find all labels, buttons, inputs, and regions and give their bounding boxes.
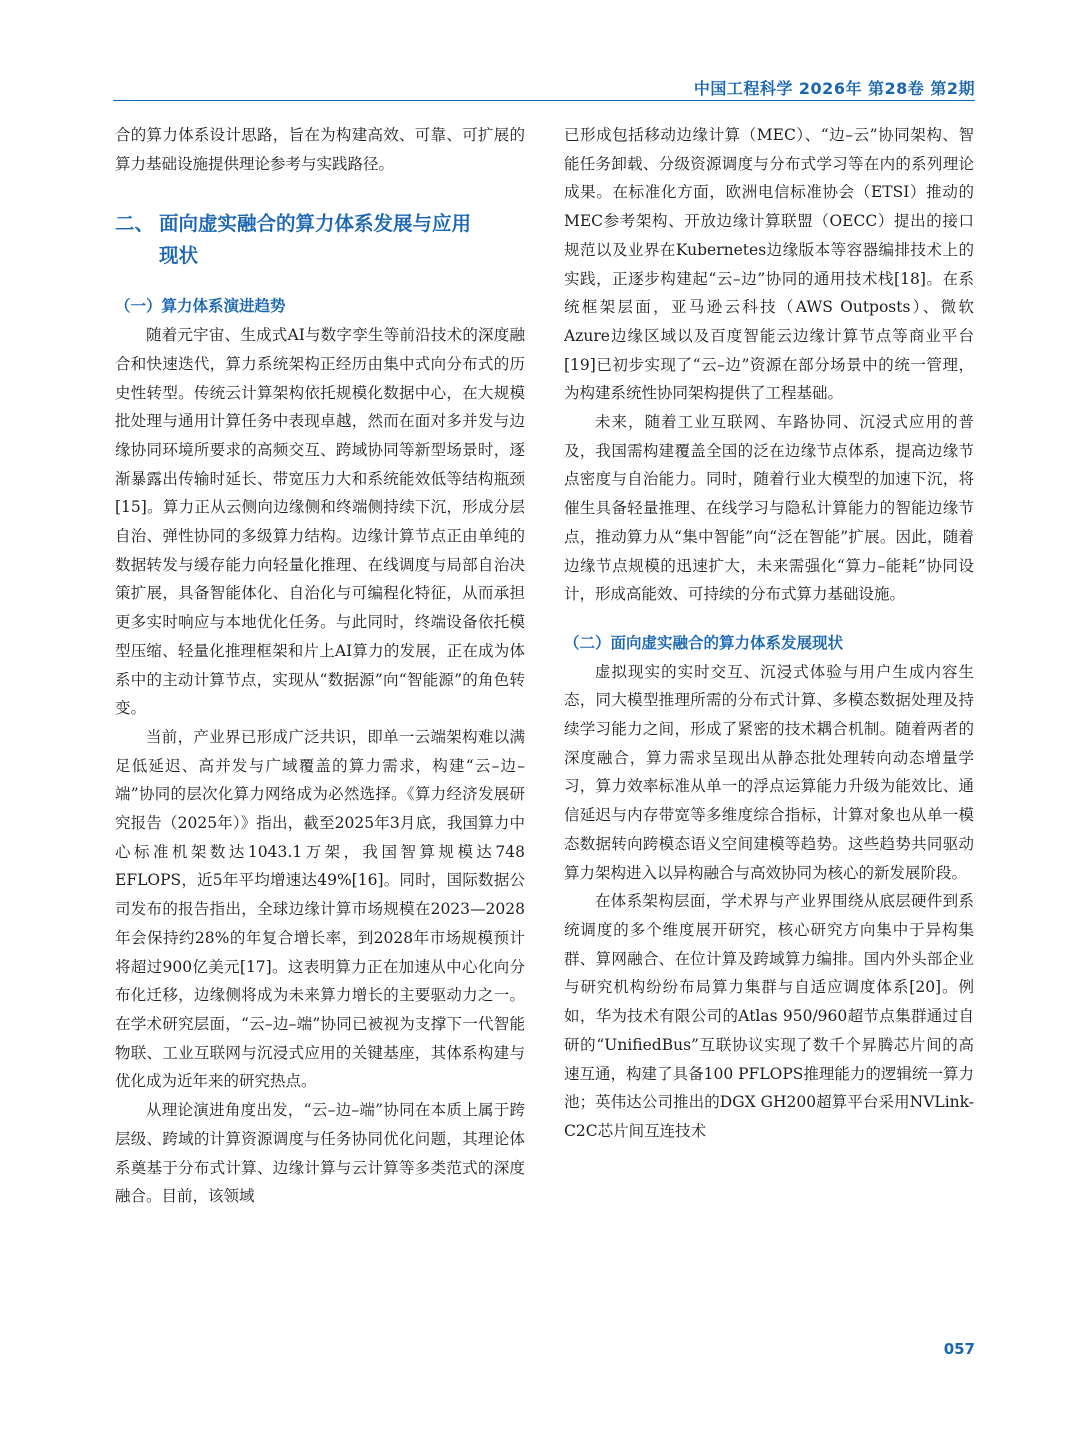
paragraph-future: 未来，随着工业互联网、车路协同、沉浸式应用的普及，我国需构建覆盖全国的泛在边缘节点体系，提高边缘节点密度与自治能力。同时，随着行业大模型的加速下沉，将催生具备轻量推理、在线学习与隐私计算能力的智能边缘节点，推动算力从“集中智能”向“泛在智能”扩展。因此，随着边缘节点规模的迅速扩大，未来需强化“算力–能耗”协同设计，形成高能效、可持续的分布式算力基础设施。 — [564, 413, 974, 604]
paragraph-industry-consensus: 当前，产业界已形成广泛共识，即单一云端架构难以满足低延迟、高并发与广域覆盖的算力需求，构建“云–边–端”协同的层次化算力网络成为必然选择。《算力经济发展研究报告（2025年）》指出，截至2025年3月底，我国算力中心标准机架数达1043.1万架，我国智算规模达748 EFLOPS，近5年平均增速达49%[16]。同时，国际数据公司发布的报告指出，全球边缘计算市场规模在2023—2028年会保持约28%的年复合增长率，到2028年市场规模预计将超过900亿美元[17]。这表明算力正在加速从中心化向分布化迁移，边缘侧将成为未来算力增长的主要驱动力之一。在学术研究层面，“云–边–端”协同已被视为支撑下一代智能物联、工业互联网与沉浸式应用的关键基座，其体系构建与优化成为近年来的研究热点。 — [115, 727, 525, 1091]
section-heading — [115, 208, 525, 272]
paragraph-intro-continued: 合的算力体系设计思路，旨在为构建高效、可靠、可扩展的算力基础设施提供理论参考与实践路径。 — [115, 126, 525, 173]
paragraph-vr-coupling: 虚拟现实的实时交互、沉浸式体验与用户生成内容生态，同大模型推理所需的分布式计算、多模态数据处理及持续学习能力之间，形成了紧密的技术耦合机制。随着两者的深度融合，算力需求呈现出从静态批处理转向动态增量学习，算力效率标准从单一的浮点运算能力升级为能效比、通信延迟与内存带宽等多维度综合指标，计算对象也从单一模态数据转向跨模态语义空间建模等趋势。这些趋势共同驱动算力架构进入以异构融合与高效协同为核心的新发展阶段。 — [564, 662, 974, 882]
journal-issue-label: 中国工程科学 2026年 第28卷 第2期 — [693, 79, 975, 98]
subsection-heading-1: （一）算力体系演进趋势 — [115, 297, 286, 316]
running-header — [113, 74, 975, 101]
section-number: 二、 — [115, 212, 155, 236]
paragraph-theory-evolution: 从理论演进角度出发，“云–边–端”协同在本质上属于跨层级、跨域的计算资源调度与任务协同优化问题，其理论体系奠基于分布式计算、边缘计算与云计算等多类范式的深度融合。目前，该领域 — [115, 1101, 525, 1206]
page-number: 057 — [943, 1340, 975, 1358]
right-column — [564, 121, 974, 1146]
paragraph-architecture: 在体系架构层面，学术界与产业界围绕从底层硬件到系统调度的多个维度展开研究，核心研究方向集中于异构集群、算网融合、在位计算及跨域算力编排。国内外头部企业与研究机构纷纷布局算力集群与自适应调度体系[20]。例如，华为技术有限公司的Atlas 950/960超节点集群通过自研的“UnifiedBus”互联协议实现了数千个昇腾芯片间的高速互通，构建了具备100 PFLOPS推理能力的逻辑统一算力池；英伟达公司推出的DGX GH200超算平台采用NVLink-C2C芯片间互连技术 — [564, 892, 974, 1140]
section-title-line1: 面向虚实融合的算力体系发展与应用 — [159, 212, 472, 236]
paragraph-theory-continued: 已形成包括移动边缘计算（MEC）、“边–云”协同架构、智能任务卸载、分级资源调度与分布式学习等在内的系列理论成果。在标准化方面，欧洲电信标准协会（ETSI）推动的MEC参考架构、开放边缘计算联盟（OECC）提出的接口规范以及业界在Kubernetes边缘版本等容器编排技术上的实践，正逐步构建起“云–边”协同的通用技术栈[18]。在系统框架层面，亚马逊云科技（AWS Outposts）、微软Azure边缘区域以及百度智能云边缘计算节点等商业平台[19]已初步实现了“云–边”资源在部分场景中的统一管理，为构建系统性协同架构提供了工程基础。 — [564, 126, 974, 403]
paragraph-evolution-trend: 随着元宇宙、生成式AI与数字孪生等前沿技术的深度融合和快速迭代，算力系统架构正经历由集中式向分布式的历史性转型。传统云计算架构依托规模化数据中心，在大规模批处理与通用计算任务中表现卓越，然而在面对多并发与边缘协同环境所要求的高频交互、跨域协同等新型场景时，逐渐暴露出传输时延长、带宽压力大和系统能效低等结构瓶颈[15]。算力正从云侧向边缘侧和终端侧持续下沉，形成分层自治、弹性协同的多级算力结构。边缘计算节点正由单纯的数据转发与缓存能力向轻量化推理、在线调度与局部自治决策扩展，具备智能体化、自治化与可编程化特征，从而承担更多实时响应与本地优化任务。与此同时，终端设备依托模型压缩、轻量化推理框架和片上AI算力的发展，正在成为体系中的主动计算节点，实现从“数据源”向“智能源”的角色转变。 — [115, 326, 525, 718]
subsection-heading-2: （二）面向虚实融合的算力体系发展现状 — [564, 633, 844, 652]
section-title-line2: 现状 — [159, 244, 199, 268]
left-column — [115, 121, 525, 1211]
